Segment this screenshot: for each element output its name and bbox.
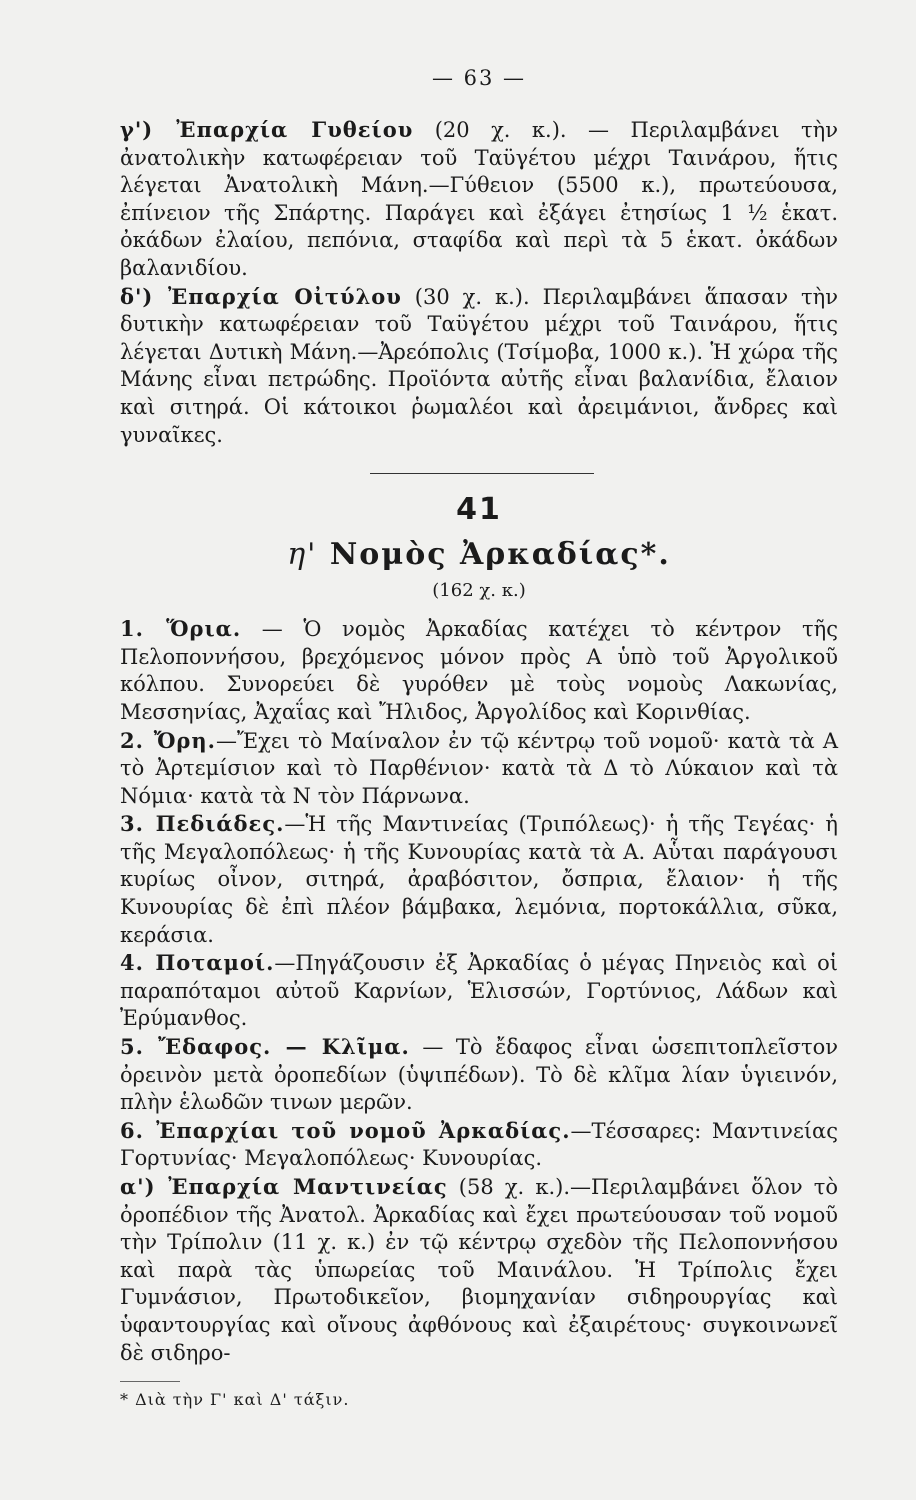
chapter-subtitle: (162 χ. κ.) <box>432 580 526 602</box>
chapter-title-text: Νομὸς Ἀρκαδίας*. <box>329 537 671 573</box>
section-rivers <box>120 949 838 1033</box>
page-number: — 63 — <box>431 66 527 90</box>
section-heading: 6. Ἐπαρχίαι τοῦ νομοῦ Ἀρκαδίας. <box>120 1117 571 1143</box>
section-text: —Ἔχει τὸ Μαίναλον ἐν τῷ κέντρῳ τοῦ νομοῦ· κατὰ τὰ Α τὸ Ἀρτεμίσιον καὶ τὸ Παρθένιον· κατὰ τὰ Δ τὸ Λύκαιον καὶ τὰ Νόμια· κατὰ τὰ Ν τὸν Πάρνωνα. <box>120 728 838 808</box>
section-mountains <box>120 727 838 811</box>
section-text: —Τέσσαρες: Μαντινείας Γορτυνίας· Μεγαλοπόλεως· Κυνουρίας. <box>120 1118 838 1171</box>
section-borders <box>120 615 838 726</box>
section-heading: 1. Ὅρια. <box>120 616 242 642</box>
section-heading: 4. Ποταμοί. <box>120 950 275 976</box>
section-text: — Ὁ νομὸς Ἀρκαδίας κατέχει τὸ κέντρον τῆς Πελοποννήσου, βρεχόμενος μόνον πρὸς Α ὑπὸ τοῦ Ἀργολικοῦ κόλπου. Συνορεύει δὲ γυρόθεν μὲ τοὺς νομοὺς Λακωνίας, Μεσσηνίας, Ἀχαΐας καὶ Ἤλιδος, Ἀργολίδος καὶ Κορινθίας. <box>120 617 838 724</box>
section-heading: 3. Πεδιάδες. <box>120 811 285 837</box>
chapter-prefix: η' <box>287 537 318 573</box>
paragraph-text: (20 χ. κ.). — Περιλαμβάνει τὴν ἀνατολικὴν κατωφέρειαν τοῦ Ταϋγέτου μέχρι Ταινάρου, ἥτις λέγεται Ἀνατολικὴ Μάνη.—Γύθειον (5500 κ.), πρωτεύουσα, ἐπίνειον τῆς Σπάρτης. Παράγει καὶ ἐξάγει ἐτησίως 1 ½ ἑκατ. ὀκάδων ἐλαίου, πεπόνια, σταφίδα καὶ περὶ τὰ 5 ἑκατ. ὀκάδων βαλανιδίου. <box>120 118 838 280</box>
section-heading: 2. Ὄρη. <box>120 727 216 753</box>
paragraph-heading: γ') Ἐπαρχία Γυθείου <box>120 117 414 142</box>
section-heading: 5. Ἔδαφος. — Κλῖμα. <box>120 1034 410 1060</box>
section-soil-climate <box>120 1033 838 1117</box>
section-plains <box>120 810 838 949</box>
section-heading: α') Ἐπαρχία Μαντινείας <box>120 1174 448 1199</box>
footnote: * Διὰ τὴν Γ' καὶ Δ' τάξιν. <box>120 1390 350 1410</box>
section-provinces <box>120 1117 838 1173</box>
paragraph-oitylo <box>120 283 838 450</box>
section-text: —Πηγάζουσιν ἐξ Ἀρκαδίας ὁ μέγας Πηνειὸς καὶ οἱ παραπόταμοι αὐτοῦ Καρνίων, Ἑλισσών, Γορτύνιος, Λάδων καὶ Ἐρύμανθος. <box>120 951 839 1031</box>
section-divider <box>370 473 594 474</box>
section-text: (58 χ. κ.).—Περιλαμβάνει ὅλον τὸ ὀροπέδιον τῆς Ἀνατολ. Ἀρκαδίας καὶ ἔχει πρωτεύουσαν τοῦ νομοῦ τὴν Τρίπολιν (11 χ. κ.) ἐν τῷ κέντρῳ σχεδὸν τῆς Πελοποννήσου καὶ παρὰ τὰς ὑπωρείας τοῦ Μαινάλου. Ἡ Τρίπολις ἔχει Γυμνάσιον, Πρωτοδικεῖον, βιομηχανίαν σιδηρουργίας καὶ ὑφαντουργίας καὶ οἴνους ἀφθόνους καὶ ἐξαιρέτους· συγκοινωνεῖ δὲ σιδηρο- <box>120 1175 838 1365</box>
section-text: —Ἡ τῆς Μαντινείας (Τριπόλεως)· ἡ τῆς Τεγέας· ἡ τῆς Μεγαλοπόλεως· ἡ τῆς Κυνουρίας κατὰ τὰ Α. Αὗται παράγουσι κυρίως οἶνον, σιτηρά, ἀραβόσιτον, ὄσπρια, ἔλαιον· ἡ τῆς Κυνουρίας δὲ ἐπὶ πλέον βάμβακα, λεμόνια, πορτοκάλλια, σῦκα, κεράσια. <box>120 812 838 947</box>
paragraph-heading: δ') Ἐπαρχία Οἰτύλου <box>120 283 402 309</box>
chapter-number: 41 <box>456 492 502 528</box>
paragraph-text: (30 χ. κ.). Περιλαμβάνει ἅπασαν τὴν δυτικὴν κατωφέρειαν τοῦ Ταϋγέτου μέχρι τοῦ Ταινάρου, ἥτις λέγεται Δυτικὴ Μάνη.—Ἀρεόπολις (Τσίμοβα, 1000 κ.). Ἡ χώρα τῆς Μάνης εἶναι πετρώδης. Προϊόντα αὐτῆς εἶναι βαλανίδια, ἔλαιον καὶ σιτηρά. Οἱ κάτοικοι ῥωμαλέοι καὶ ἀρειμάνιοι, ἄνδρες καὶ γυναῖκες. <box>120 284 838 447</box>
paragraph-gytheio <box>120 116 838 283</box>
section-mantineia <box>120 1173 838 1367</box>
section-text: — Τὸ ἔδαφος εἶναι ὡσεπιτοπλεῖστον ὀρεινὸν μετὰ ὀροπεδίων (ὑψιπέδων). Τὸ δὲ κλῖμα λίαν ὑγιεινόν, πλὴν ἑλωδῶν τινων μερῶν. <box>120 1035 838 1115</box>
footnote-divider <box>120 1381 180 1382</box>
chapter-title <box>120 537 838 572</box>
